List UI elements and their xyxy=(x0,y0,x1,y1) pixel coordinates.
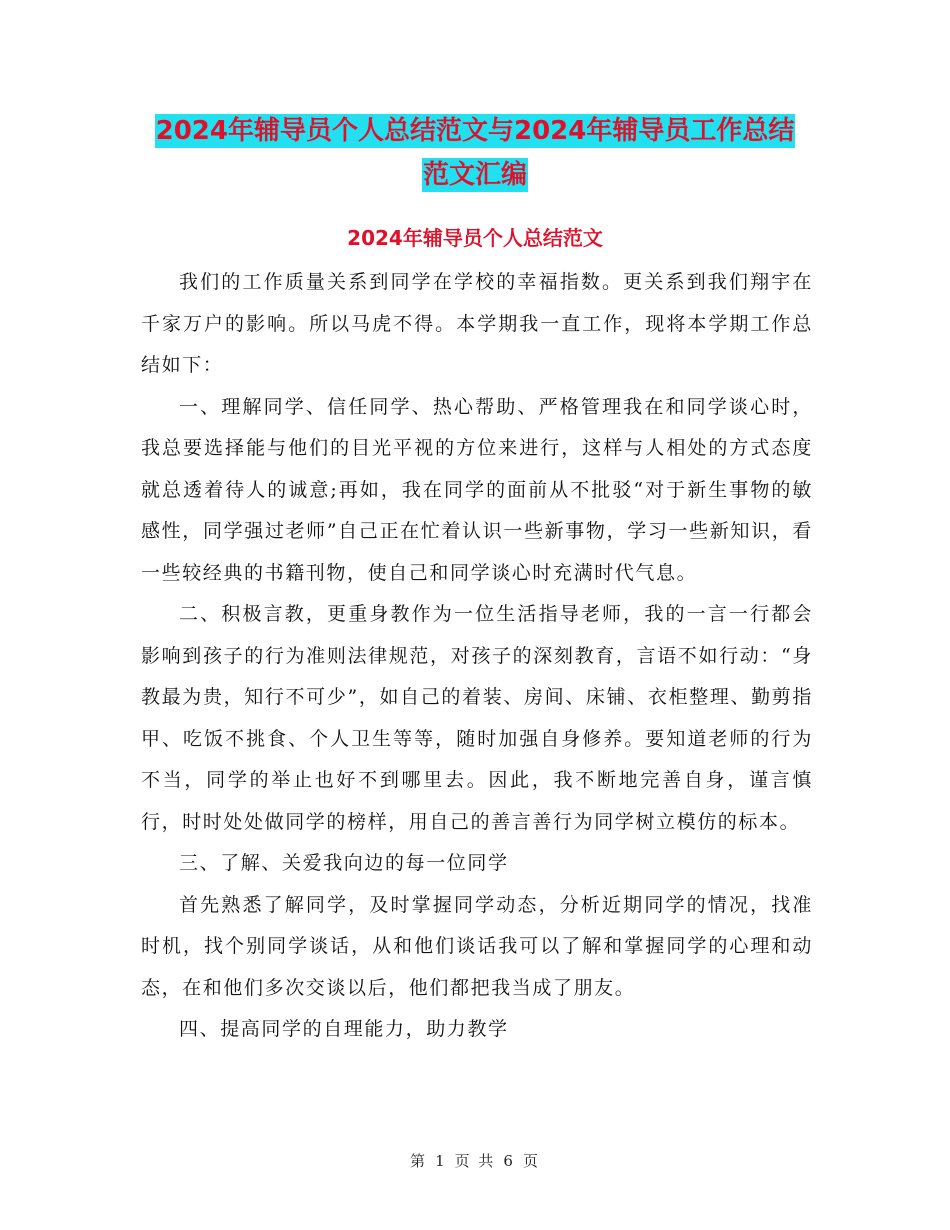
document-title-line-2 xyxy=(0,152,950,198)
title-highlight: 2024年辅导员个人总结范文与2024年辅导员工作总结 xyxy=(155,116,795,146)
document-title-line-1 xyxy=(0,108,950,154)
page-number: 1 xyxy=(435,1152,447,1170)
document-body xyxy=(141,262,813,1051)
paragraph-intro: 我们的工作质量关系到同学在学校的幸福指数。更关系到我们翔宇在千家万户的影响。所以马虎不得。本学期我一直工作，现将本学期工作总结如下： xyxy=(141,271,813,376)
title-highlight: 范文汇编 xyxy=(422,160,527,190)
paragraph-point-4-heading: 四、提高同学的自理能力，助力教学 xyxy=(179,1018,509,1040)
page-label-middle: 页 共 xyxy=(454,1152,496,1170)
paragraph-point-2: 二、积极言教，更重身教作为一位生活指导老师，我的一言一行都会影响到孩子的行为准则法律规范，对孩子的深刻教育，言语不如行动：“身教最为贵，知行不可少”，如自己的着装、房间、床铺、衣柜整理、勤剪指甲、吃饭不挑食、个人卫生等等，随时加强自身修养。要知道老师的行为不当，同学的举止也好不到哪里去。因此，我不断地完善自身，谨言慎行，时时处处做同学的榜样，用自己的善言善行为同学树立模仿的标本。 xyxy=(141,603,813,833)
paragraph-point-1: 一、理解同学、信任同学、热心帮助、严格管理我在和同学谈心时，我总要选择能与他们的目光平视的方位来进行，这样与人相处的方式态度就总透着待人的诚意;再如，我在同学的面前从不批驳“对于新生事物的敏感性，同学强过老师”自己正在忙着认识一些新事物，学习一些新知识，看一些较经典的书籍刊物，使自己和同学谈心时充满时代气息。 xyxy=(141,395,813,584)
page-label-suffix: 页 xyxy=(522,1152,540,1170)
section-heading: 2024年辅导员个人总结范文 xyxy=(347,226,603,250)
total-pages: 6 xyxy=(503,1152,515,1170)
paragraph-point-3-heading: 三、了解、关爱我向边的每一位同学 xyxy=(179,852,509,874)
page-label-prefix: 第 xyxy=(410,1152,428,1170)
paragraph-point-3-body: 首先熟悉了解同学，及时掌握同学动态，分析近期同学的情况，找准时机，找个别同学谈话，从和他们谈话我可以了解和掌握同学的心理和动态，在和他们多次交谈以后，他们都把我当成了朋友。 xyxy=(141,893,813,999)
page-footer xyxy=(0,1150,950,1171)
